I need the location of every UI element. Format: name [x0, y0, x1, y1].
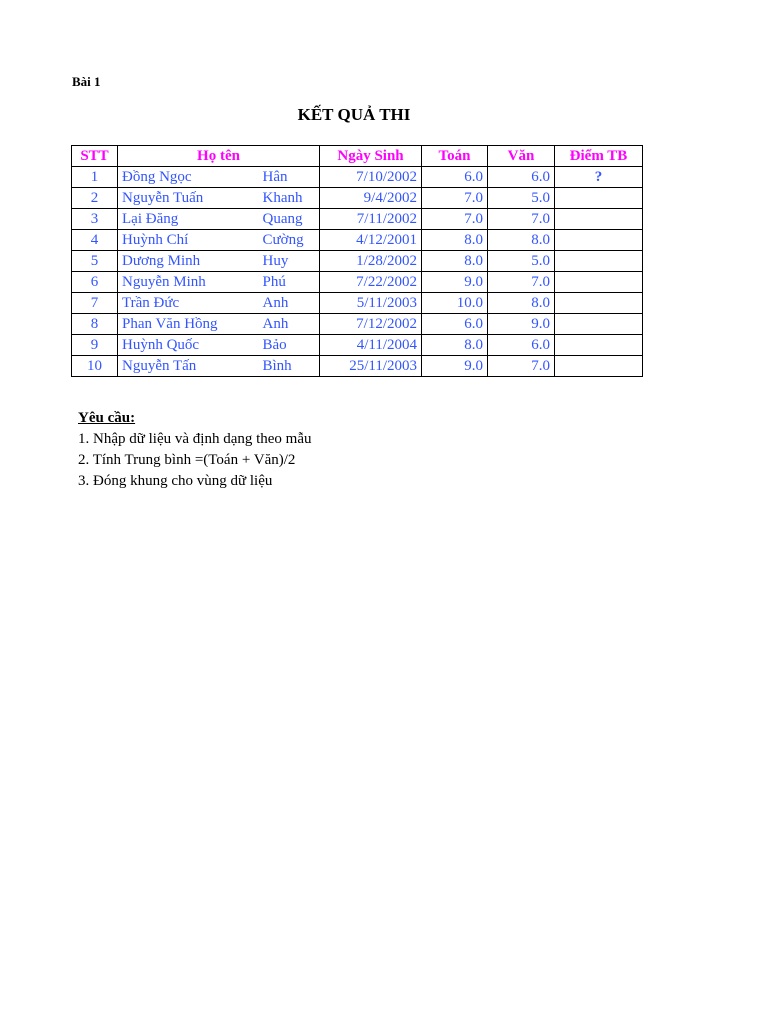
cell-math: 6.0 [422, 314, 488, 335]
cell-family-name: Lại Đăng [118, 209, 259, 230]
cell-literature: 8.0 [488, 230, 555, 251]
table-row [72, 230, 643, 251]
cell-literature: 7.0 [488, 356, 555, 377]
cell-family-name: Huỳnh Chí [118, 230, 259, 251]
table-header-row [72, 146, 643, 167]
cell-math: 9.0 [422, 272, 488, 293]
page-title: KẾT QUẢ THI [297, 105, 411, 124]
cell-family-name: Nguyễn Minh [118, 272, 259, 293]
cell-average [555, 251, 643, 272]
cell-average [555, 293, 643, 314]
cell-dob: 7/22/2002 [320, 272, 422, 293]
table-row [72, 272, 643, 293]
cell-given-name: Khanh [259, 188, 320, 209]
cell-math: 8.0 [422, 251, 488, 272]
table-row [72, 209, 643, 230]
cell-family-name: Nguyễn Tuấn [118, 188, 259, 209]
cell-math: 6.0 [422, 167, 488, 188]
cell-stt: 10 [72, 356, 118, 377]
cell-average [555, 314, 643, 335]
cell-given-name: Bình [259, 356, 320, 377]
cell-average [555, 356, 643, 377]
cell-dob: 25/11/2003 [320, 356, 422, 377]
cell-math: 9.0 [422, 356, 488, 377]
cell-math: 7.0 [422, 209, 488, 230]
cell-stt: 2 [72, 188, 118, 209]
cell-literature: 5.0 [488, 188, 555, 209]
cell-average: ? [555, 167, 643, 188]
cell-given-name: Cường [259, 230, 320, 251]
cell-stt: 9 [72, 335, 118, 356]
cell-dob: 7/11/2002 [320, 209, 422, 230]
cell-family-name: Huỳnh Quốc [118, 335, 259, 356]
cell-math: 8.0 [422, 230, 488, 251]
header-dob: Ngày Sinh [320, 146, 422, 167]
cell-dob: 4/12/2001 [320, 230, 422, 251]
cell-stt: 8 [72, 314, 118, 335]
requirement-item: 1. Nhập dữ liệu và định dạng theo mẫu [78, 431, 312, 447]
requirement-item: 2. Tính Trung bình =(Toán + Văn)/2 [78, 452, 296, 468]
header-literature: Văn [488, 146, 555, 167]
cell-stt: 7 [72, 293, 118, 314]
requirements-title: Yêu cầu: [78, 410, 136, 426]
requirement-item: 3. Đóng khung cho vùng dữ liệu [78, 473, 273, 489]
cell-math: 8.0 [422, 335, 488, 356]
header-average: Điểm TB [555, 146, 643, 167]
cell-average [555, 230, 643, 251]
results-table [71, 145, 643, 377]
cell-math: 10.0 [422, 293, 488, 314]
cell-literature: 6.0 [488, 335, 555, 356]
cell-stt: 3 [72, 209, 118, 230]
table-row [72, 167, 643, 188]
table-row [72, 356, 643, 377]
cell-literature: 7.0 [488, 209, 555, 230]
cell-stt: 6 [72, 272, 118, 293]
cell-literature: 5.0 [488, 251, 555, 272]
table-row [72, 293, 643, 314]
cell-dob: 5/11/2003 [320, 293, 422, 314]
cell-dob: 4/11/2004 [320, 335, 422, 356]
cell-given-name: Bảo [259, 335, 320, 356]
table-row [72, 314, 643, 335]
header-math: Toán [422, 146, 488, 167]
cell-math: 7.0 [422, 188, 488, 209]
table-row [72, 251, 643, 272]
table-body [72, 167, 643, 377]
cell-given-name: Phú [259, 272, 320, 293]
cell-given-name: Huy [259, 251, 320, 272]
header-stt: STT [72, 146, 118, 167]
header-name: Họ tên [118, 146, 320, 167]
cell-given-name: Anh [259, 314, 320, 335]
cell-average [555, 335, 643, 356]
cell-stt: 5 [72, 251, 118, 272]
table-row [72, 188, 643, 209]
cell-literature: 8.0 [488, 293, 555, 314]
cell-family-name: Dương Minh [118, 251, 259, 272]
cell-family-name: Nguyễn Tấn [118, 356, 259, 377]
cell-stt: 4 [72, 230, 118, 251]
cell-dob: 7/12/2002 [320, 314, 422, 335]
cell-average [555, 272, 643, 293]
cell-literature: 7.0 [488, 272, 555, 293]
exercise-heading: Bài 1 [72, 74, 101, 89]
cell-given-name: Anh [259, 293, 320, 314]
cell-family-name: Đồng Ngọc [118, 167, 259, 188]
cell-dob: 7/10/2002 [320, 167, 422, 188]
cell-dob: 1/28/2002 [320, 251, 422, 272]
cell-literature: 9.0 [488, 314, 555, 335]
cell-given-name: Hân [259, 167, 320, 188]
cell-family-name: Trần Đức [118, 293, 259, 314]
table-row [72, 335, 643, 356]
cell-stt: 1 [72, 167, 118, 188]
cell-family-name: Phan Văn Hồng [118, 314, 259, 335]
cell-average [555, 188, 643, 209]
cell-given-name: Quang [259, 209, 320, 230]
cell-literature: 6.0 [488, 167, 555, 188]
cell-average [555, 209, 643, 230]
requirements-section [78, 408, 312, 492]
cell-dob: 9/4/2002 [320, 188, 422, 209]
